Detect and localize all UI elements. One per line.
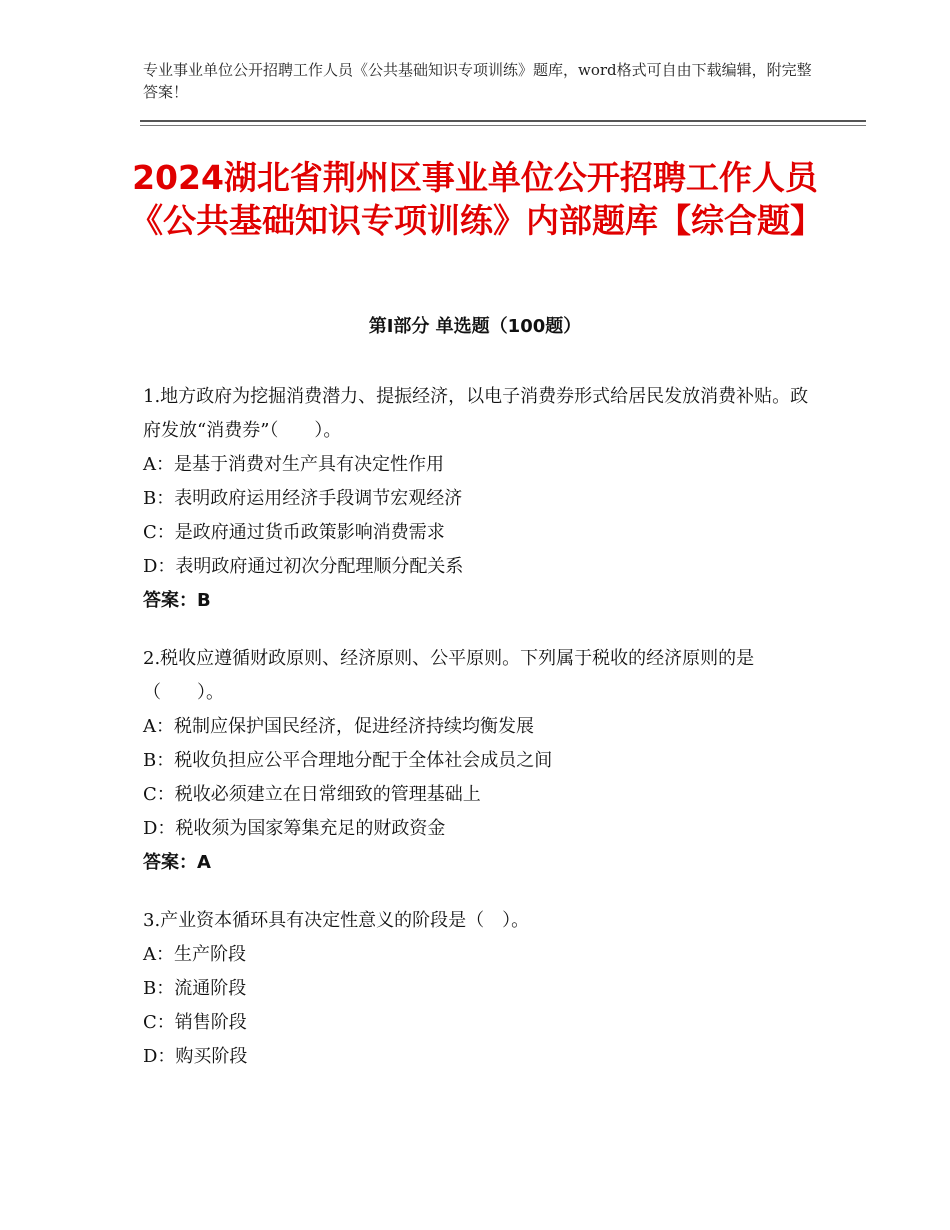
header-note: 专业事业单位公开招聘工作人员《公共基础知识专项训练》题库，word格式可自由下载编辑，附完整答案！ xyxy=(143,61,812,101)
question-stem: 1.地方政府为挖掘消费潜力、提振经济，以电子消费券形式给居民发放消费补贴。政府发放“消费券”（ ）。 xyxy=(143,386,809,441)
option-b: B：流通阶段 xyxy=(143,978,247,999)
question-stem: 2.税收应遵循财政原则、经济原则、公平原则。下列属于税收的经济原则的是（ ）。 xyxy=(143,648,755,703)
question-stem: 3.产业资本循环具有决定性意义的阶段是（ ）。 xyxy=(143,910,530,931)
option-a: A：税制应保护国民经济，促进经济持续均衡发展 xyxy=(143,716,534,737)
answer: 答案：A xyxy=(143,852,211,873)
option-b: B：表明政府运用经济手段调节宏观经济 xyxy=(143,488,463,509)
option-c: C：是政府通过货币政策影响消费需求 xyxy=(143,522,445,543)
question-2 xyxy=(143,642,823,880)
header-divider-thin xyxy=(140,125,866,126)
option-d: D：表明政府通过初次分配理顺分配关系 xyxy=(143,556,464,577)
question-1 xyxy=(143,380,823,618)
question-list xyxy=(143,380,823,1098)
option-a: A：生产阶段 xyxy=(143,944,246,965)
option-d: D：购买阶段 xyxy=(143,1046,248,1067)
question-3 xyxy=(143,904,823,1074)
option-c: C：销售阶段 xyxy=(143,1012,247,1033)
document-title: 2024湖北省荆州区事业单位公开招聘工作人员《公共基础知识专项训练》内部题库【综合题】 xyxy=(130,158,823,240)
option-a: A：是基于消费对生产具有决定性作用 xyxy=(143,454,444,475)
option-c: C：税收必须建立在日常细致的管理基础上 xyxy=(143,784,481,805)
option-d: D：税收须为国家筹集充足的财政资金 xyxy=(143,818,446,839)
header-divider-thick xyxy=(140,120,866,122)
section-heading: 第Ⅰ部分 单选题（100题） xyxy=(368,316,582,337)
option-b: B：税收负担应公平合理地分配于全体社会成员之间 xyxy=(143,750,553,771)
answer: 答案：B xyxy=(143,590,211,611)
